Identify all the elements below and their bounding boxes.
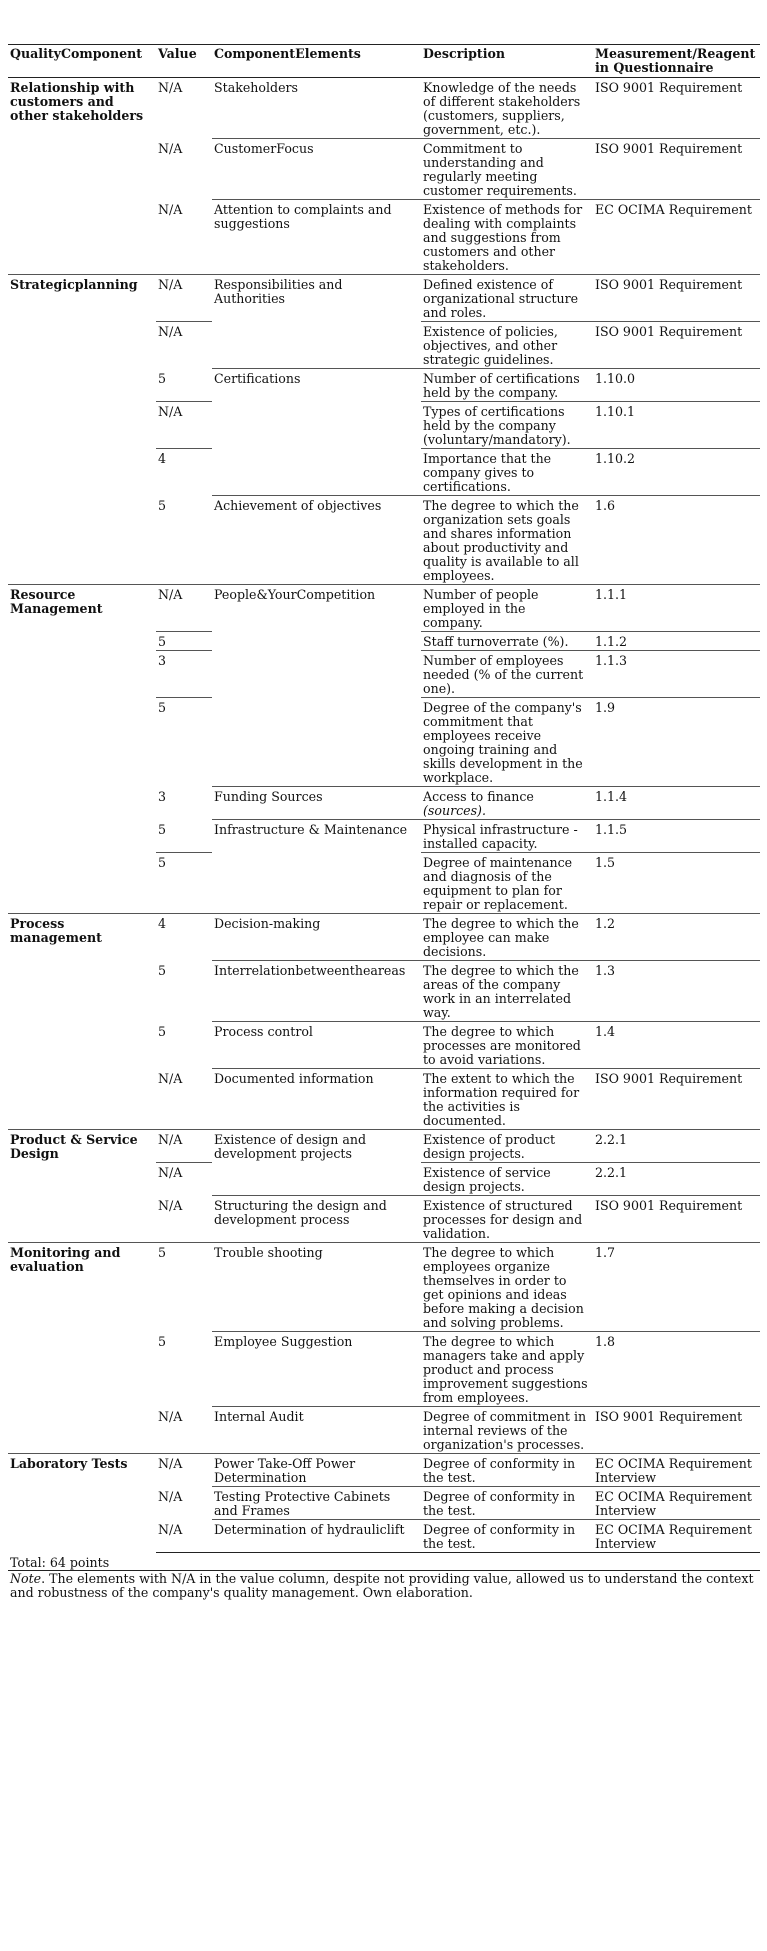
- value-cell: N/A: [156, 275, 212, 322]
- component-element-cell: Existence of design and development projects: [212, 1130, 421, 1196]
- measurement-cell: ISO 9001 Requirement: [593, 322, 760, 369]
- component-element-cell: Infrastructure & Maintenance: [212, 820, 421, 914]
- description-cell: [421, 369, 593, 402]
- description-cell: [421, 200, 593, 275]
- description-cell: [421, 1022, 593, 1069]
- quality-component-cell: Resource Management: [8, 585, 156, 914]
- description-text: Existence of methods for dealing with complaints and suggestions from customers and other stakeholders.: [423, 202, 583, 273]
- description-text: The degree to which employees organize themselves in order to get opinions and ideas before making a decision and solving problems.: [423, 1245, 584, 1330]
- description-emphasis: (sources).: [423, 803, 486, 818]
- measurement-cell: 1.10.2: [593, 449, 760, 496]
- measurement-cell: 1.9: [593, 698, 760, 787]
- value-cell: 5: [158, 1333, 167, 1349]
- quality-component-cell: Monitoring and evaluation: [8, 1243, 156, 1454]
- description-cell: [421, 1243, 593, 1332]
- measurement-cell: ISO 9001 Requirement: [593, 1069, 760, 1130]
- measurement-cell: EC OCIMA Requirement Interview: [593, 1454, 760, 1487]
- measurement-cell: 1.10.1: [593, 402, 760, 449]
- measurement-cell: 1.1.1: [593, 585, 760, 632]
- component-element-cell: People&YourCompetition: [212, 585, 421, 787]
- measurement-cell: EC OCIMA Requirement Interview: [593, 1487, 760, 1520]
- value-cell: 3: [158, 788, 167, 804]
- table-row: [8, 1130, 760, 1163]
- component-element-cell: Testing Protective Cabinets and Frames: [212, 1487, 421, 1520]
- note-text: . The elements with N/A in the value column, despite not providing value, allowed us to understand the context and robustness of the company's quality management. Own elaboration.: [10, 1571, 754, 1600]
- value-cell: 5: [156, 698, 212, 787]
- description-text: Physical infrastructure - installed capacity.: [423, 822, 578, 851]
- value-cell: N/A: [158, 1408, 183, 1424]
- description-text: Number of certifications held by the company.: [423, 371, 580, 400]
- table-row: [8, 914, 760, 961]
- value-cell: N/A: [156, 322, 212, 369]
- measurement-cell: 2.2.1: [593, 1163, 760, 1196]
- value-cell: 4: [156, 449, 212, 496]
- description-text: The degree to which managers take and apply product and process improvement suggestions from employees.: [423, 1334, 588, 1405]
- description-text: The degree to which processes are monitored to avoid variations.: [423, 1024, 581, 1067]
- component-element-cell: Interrelationbetweentheareas: [212, 961, 421, 1022]
- table-row: [8, 1243, 760, 1332]
- description-text: Knowledge of the needs of different stakeholders (customers, suppliers, government, etc.).: [423, 80, 581, 137]
- table-row: [8, 275, 760, 322]
- component-element-cell: Process control: [212, 1022, 421, 1069]
- description-text: Existence of structured processes for design and validation.: [423, 1198, 583, 1241]
- header-description: Description: [421, 45, 593, 78]
- value-cell: N/A: [158, 140, 183, 156]
- measurement-cell: ISO 9001 Requirement: [593, 1407, 760, 1454]
- component-element-cell: Documented information: [212, 1069, 421, 1130]
- description-text: Staff turnoverrate (%).: [423, 634, 569, 649]
- description-cell: [421, 787, 593, 820]
- description-cell: [421, 585, 593, 632]
- value-cell: N/A: [158, 1070, 183, 1086]
- measurement-cell: ISO 9001 Requirement: [593, 275, 760, 322]
- table-header-row: [8, 45, 760, 78]
- description-text: Number of people employed in the company.: [423, 587, 539, 630]
- component-element-cell: Structuring the design and development process: [212, 1196, 421, 1243]
- description-cell: [421, 275, 593, 322]
- note-label: Note: [10, 1571, 42, 1586]
- value-cell: N/A: [158, 80, 183, 95]
- header-measurement: Measurement/Reagent in Questionnaire: [593, 45, 760, 78]
- measurement-cell: 1.6: [593, 496, 760, 585]
- description-text: Types of certifications held by the company (voluntary/mandatory).: [423, 404, 571, 447]
- component-element-cell: Stakeholders: [214, 80, 298, 95]
- description-cell: [421, 496, 593, 585]
- document: [8, 44, 760, 1600]
- measurement-cell: ISO 9001 Requirement: [593, 1196, 760, 1243]
- measurement-cell: 1.1.3: [593, 651, 760, 698]
- description-cell: [421, 1332, 593, 1407]
- table-footer: [8, 1556, 760, 1600]
- description-text: Commitment to understanding and regularly meeting customer requirements.: [423, 141, 577, 198]
- value-cell: 5: [156, 853, 212, 914]
- table-row: [8, 1454, 760, 1487]
- description-text: Existence of product design projects.: [423, 1132, 556, 1161]
- description-text: Degree of commitment in internal reviews of the organization's processes.: [423, 1409, 587, 1452]
- value-cell: 5: [156, 632, 212, 651]
- description-cell: [421, 139, 593, 200]
- component-element-cell: Funding Sources: [212, 787, 421, 820]
- component-element-cell: Achievement of objectives: [212, 496, 421, 585]
- description-cell: [421, 402, 593, 449]
- table-row: [8, 585, 760, 632]
- component-element-cell: Internal Audit: [212, 1407, 421, 1454]
- measurement-cell: 1.5: [593, 853, 760, 914]
- description-cell: [421, 1069, 593, 1130]
- description-text: The degree to which the employee can make decisions.: [423, 916, 579, 959]
- description-cell: [421, 820, 593, 853]
- component-element-cell: Employee Suggestion: [212, 1332, 421, 1407]
- value-cell: 4: [156, 914, 212, 961]
- quality-component-cell: Laboratory Tests: [8, 1454, 156, 1553]
- description-cell: [421, 78, 593, 139]
- description-text: Number of employees needed (% of the current one).: [423, 653, 584, 696]
- description-text: Existence of service design projects.: [423, 1165, 551, 1194]
- header-quality-component: QualityComponent: [8, 45, 156, 78]
- measurement-cell: 1.1.2: [593, 632, 760, 651]
- value-cell: 5: [156, 1243, 212, 1332]
- description-cell: [421, 1130, 593, 1163]
- value-cell: N/A: [156, 1130, 212, 1163]
- description-cell: [421, 651, 593, 698]
- component-element-cell: Power Take-Off Power Determination: [212, 1454, 421, 1487]
- measurement-cell: 1.2: [593, 914, 760, 961]
- value-cell: N/A: [156, 1163, 212, 1196]
- measurement-cell: 2.2.1: [593, 1130, 760, 1163]
- description-cell: [421, 322, 593, 369]
- value-cell: N/A: [156, 1520, 212, 1553]
- description-cell: [421, 1163, 593, 1196]
- quality-component-cell: Product & Service Design: [8, 1130, 156, 1243]
- value-cell: 5: [158, 821, 167, 837]
- component-element-cell: CustomerFocus: [212, 139, 421, 200]
- value-cell: N/A: [156, 585, 212, 632]
- table-note: [8, 1570, 760, 1600]
- value-cell: 5: [158, 497, 167, 513]
- measurement-cell: 1.8: [593, 1332, 760, 1407]
- description-cell: [421, 632, 593, 651]
- value-cell: N/A: [158, 1197, 183, 1213]
- component-element-cell: Trouble shooting: [212, 1243, 421, 1332]
- description-text: Access to finance: [423, 789, 534, 804]
- quality-components-table: [8, 44, 760, 1553]
- component-element-cell: Certifications: [212, 369, 421, 496]
- measurement-cell: EC OCIMA Requirement Interview: [593, 1520, 760, 1553]
- component-element-cell: Determination of hydrauliclift: [212, 1520, 421, 1553]
- description-text: Defined existence of organizational structure and roles.: [423, 277, 579, 320]
- description-cell: [421, 1487, 593, 1520]
- value-cell: 5: [158, 1023, 167, 1039]
- component-element-cell: Attention to complaints and suggestions: [212, 200, 421, 275]
- description-text: The extent to which the information required for the activities is documented.: [423, 1071, 580, 1128]
- measurement-cell: ISO 9001 Requirement: [593, 139, 760, 200]
- description-text: Degree of conformity in the test.: [423, 1456, 576, 1485]
- description-cell: [421, 1454, 593, 1487]
- value-cell: N/A: [158, 1488, 183, 1504]
- description-text: The degree to which the organization sets goals and shares information about productivity and quality is available to all employees.: [423, 498, 579, 583]
- description-cell: [421, 914, 593, 961]
- component-element-cell: Responsibilities and Authorities: [212, 275, 421, 369]
- description-cell: [421, 449, 593, 496]
- description-cell: [421, 1196, 593, 1243]
- measurement-cell: 1.3: [593, 961, 760, 1022]
- description-cell: [421, 698, 593, 787]
- total-points: Total: 64 points: [10, 1555, 110, 1570]
- table-body: [8, 78, 760, 1553]
- quality-component-cell: Relationship with customers and other stakeholders: [10, 80, 144, 123]
- description-cell: [421, 1520, 593, 1553]
- value-cell: 5: [158, 962, 167, 978]
- measurement-cell: 1.4: [593, 1022, 760, 1069]
- quality-component-cell: Process management: [8, 914, 156, 1130]
- measurement-cell: 1.10.0: [593, 369, 760, 402]
- quality-component-cell: Strategicplanning: [8, 275, 156, 585]
- measurement-cell: 1.1.5: [593, 820, 760, 853]
- measurement-cell: 1.1.4: [593, 787, 760, 820]
- description-text: Degree of conformity in the test.: [423, 1489, 576, 1518]
- description-text: Importance that the company gives to certifications.: [423, 451, 552, 494]
- value-cell: N/A: [156, 1454, 212, 1487]
- description-text: The degree to which the areas of the company work in an interrelated way.: [423, 963, 579, 1020]
- measurement-cell: ISO 9001 Requirement: [595, 80, 743, 95]
- description-text: Degree of the company's commitment that employees receive ongoing training and skills development in the workplace.: [423, 700, 583, 785]
- description-cell: [421, 1407, 593, 1454]
- measurement-cell: 1.7: [593, 1243, 760, 1332]
- header-component-elements: ComponentElements: [212, 45, 421, 78]
- value-cell: N/A: [158, 201, 183, 217]
- measurement-cell: EC OCIMA Requirement: [593, 200, 760, 275]
- value-cell: 5: [158, 370, 167, 386]
- component-element-cell: Decision-making: [212, 914, 421, 961]
- table-row: [8, 78, 760, 139]
- description-cell: [421, 853, 593, 914]
- description-cell: [421, 961, 593, 1022]
- header-value: Value: [156, 45, 212, 78]
- description-text: Degree of conformity in the test.: [423, 1522, 576, 1551]
- description-text: Existence of policies, objectives, and other strategic guidelines.: [423, 324, 558, 367]
- value-cell: 3: [156, 651, 212, 698]
- description-text: Degree of maintenance and diagnosis of the equipment to plan for repair or replacement.: [423, 855, 573, 912]
- value-cell: N/A: [156, 402, 212, 449]
